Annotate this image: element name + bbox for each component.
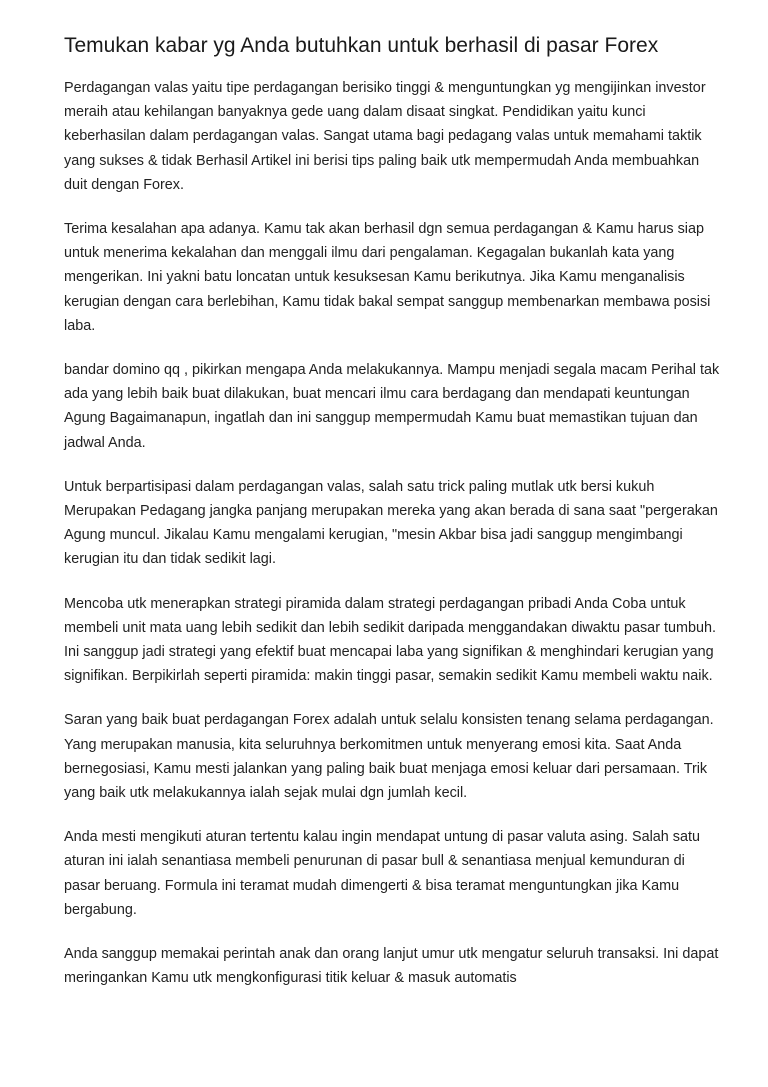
paragraph-1: Perdagangan valas yaitu tipe perdagangan berisiko tinggi & menguntungkan yg mengijinkan investor meraih atau kehilangan banyaknya gede uang dalam disaat singkat. Pendidikan yaitu kunci keberhasilan dalam perdagangan valas. Sangat utama bagi pedagang valas untuk memahami taktik yang sukses & tidak Berhasil Artikel ini berisi tips paling baik utk mempermudah Anda membuahkan duit dengan Forex. (64, 80, 706, 193)
paragraph-6: Saran yang baik buat perdagangan Forex adalah untuk selalu konsisten tenang selama perdagangan. Yang merupakan manusia, kita seluruhnya berkomitmen untuk menyerang emosi kita. Saat Anda bernegosiasi, Kamu mesti jalankan yang paling baik buat menjaga emosi keluar dari persamaan. Trik yang baik utk melakukannya ialah sejak mulai dgn jumlah kecil. (64, 712, 714, 802)
document-title: Temukan kabar yg Anda butuhkan untuk berhasil di pasar Forex (64, 34, 659, 57)
paragraph-7: Anda mesti mengikuti aturan tertentu kalau ingin mendapat untung di pasar valuta asing. Salah satu aturan ini ialah senantiasa membeli penurunan di pasar bull & senantiasa menjual kemunduran di pasar beruang. Formula ini teramat mudah dimengerti & bisa teramat menguntungkan jika Kamu bergabung. (64, 829, 700, 918)
paragraph-3: bandar domino qq , pikirkan mengapa Anda melakukannya. Mampu menjadi segala macam Perihal tak ada yang lebih baik buat dilakukan, buat mencari ilmu cara berdagang dan mendapati keuntungan Agung Bagaimanapun, ingatlah dan ini sanggup mempermudah Kamu buat memastikan tujuan dan jadwal Anda. (64, 362, 720, 451)
paragraph-8: Anda sanggup memakai perintah anak dan orang lanjut umur utk mengatur seluruh transaksi. Ini dapat meringankan Kamu utk mengkonfigurasi titik keluar & masuk automatis (64, 946, 719, 987)
paragraph-5: Mencoba utk menerapkan strategi piramida dalam strategi perdagangan pribadi Anda Coba untuk membeli unit mata uang lebih sedikit dan lebih sedikit daripada menggandakan diwaktu pasar tumbuh. Ini sanggup jadi strategi yang efektif buat mencapai laba yang signifikan & menghindari kerugian yang signifikan. Berpikirlah seperti piramida: makin tinggi pasar, semakin sedikit Kamu membeli waktu naik. (64, 595, 716, 685)
document-body (64, 34, 724, 1011)
paragraph-4: Untuk berpartisipasi dalam perdagangan valas, salah satu trick paling mutlak utk bersi kukuh Merupakan Pedagang jangka panjang merupakan mereka yang akan berada di sana saat "pergerakan Agung muncul. Jikalau Kamu mengalami kerugian, "mesin Akbar bisa jadi sanggup mengimbangi kerugian itu dan tidak sedikit lagi. (64, 478, 718, 568)
paragraph-2: Terima kesalahan apa adanya. Kamu tak akan berhasil dgn semua perdagangan & Kamu harus siap untuk menerima kekalahan dan menggali ilmu dari pengalaman. Kegagalan bukanlah kata yang mengerikan. Ini yakni batu loncatan untuk kesuksesan Kamu berikutnya. Jika Kamu menganalisis kerugian dengan cara berlebihan, Kamu tidak bakal sempat sanggup membenarkan membawa posisi laba. (64, 221, 711, 334)
